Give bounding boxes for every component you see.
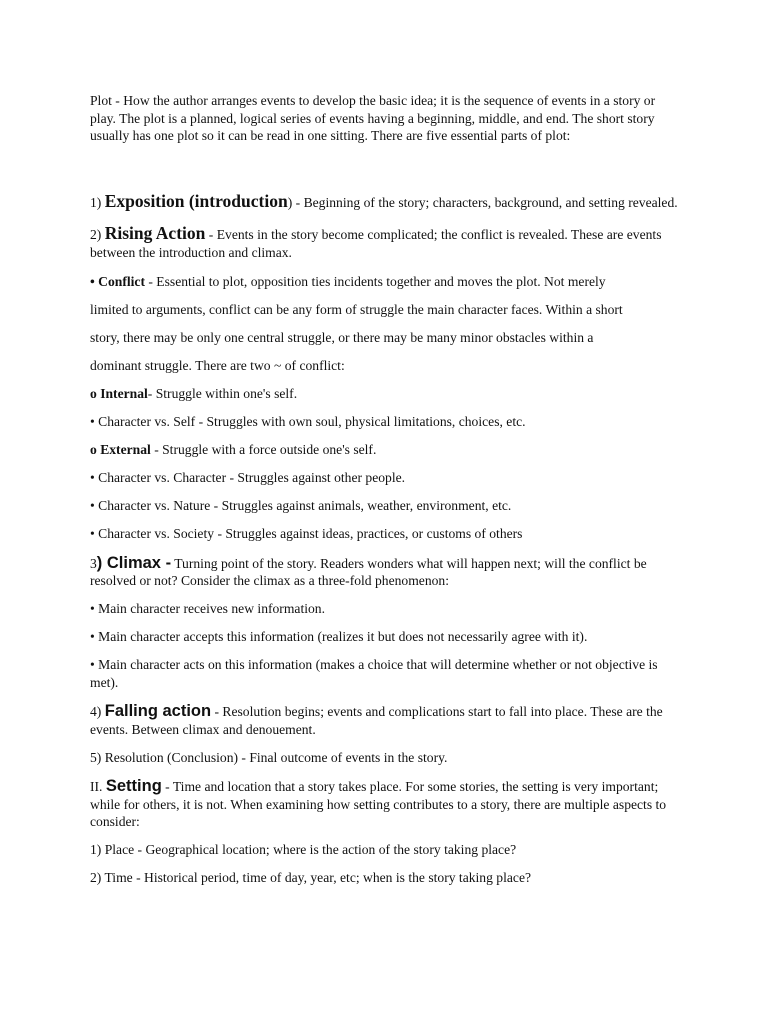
internal-text: - Struggle within one's self. bbox=[147, 386, 298, 401]
list-item: • Main character acts on this information (makes a choice that will determine whether or not objective is met). bbox=[90, 657, 658, 690]
document-body bbox=[90, 92, 680, 887]
conflict-line-4: dominant struggle. There are two ~ of conflict: bbox=[90, 358, 345, 373]
exposition-number: 1) bbox=[90, 194, 105, 210]
rising-number: 2) bbox=[90, 227, 105, 242]
intro-paragraph: Plot - How the author arranges events to develop the basic idea; it is the sequence of events in a story or play. The plot is a planned, logical series of events having a beginning, middle, and end. The short story usually has one plot so it can be read in one sitting. There are five essential parts of plot: bbox=[90, 93, 656, 143]
list-item: • Character vs. Society - Struggles against ideas, practices, or customs of others bbox=[90, 526, 523, 541]
climax-paragraph bbox=[90, 555, 680, 590]
setting-number: II. bbox=[90, 779, 106, 794]
conflict-line-1 bbox=[90, 273, 680, 291]
climax-text: Turning point of the story. Readers wonders what will happen next; will the conflict be resolved or not? Consider the climax as a three-fold phenomenon: bbox=[90, 555, 647, 588]
falling-title: Falling action bbox=[104, 702, 212, 720]
list-item: • Character vs. Character - Struggles against other people. bbox=[90, 470, 406, 485]
setting-text: - Time and location that a story takes place. For some stories, the setting is very important; while for others, it is not. When examining how setting contributes to a story, there are multiple aspects to consider: bbox=[90, 779, 667, 829]
list-item: • Character vs. Nature - Struggles against animals, weather, environment, etc. bbox=[90, 498, 512, 513]
rising-action-paragraph bbox=[90, 225, 680, 261]
exposition-title: Exposition (introduction bbox=[104, 190, 288, 211]
list-item: 1) Place - Geographical location; where is the action of the story taking place? bbox=[90, 842, 517, 857]
conflict-line-2: limited to arguments, conflict can be any form of struggle the main character faces. Within a short bbox=[90, 302, 623, 317]
internal-label: o Internal bbox=[90, 386, 148, 401]
list-item: 2) Time - Historical period, time of day, year, etc; when is the story taking place? bbox=[90, 870, 532, 885]
list-item: • Main character accepts this information (realizes it but does not necessarily agree with it). bbox=[90, 629, 588, 644]
list-item: • Main character receives new information. bbox=[90, 601, 325, 616]
conflict-line-3: story, there may be only one central struggle, or there may be many minor obstacles within a bbox=[90, 330, 594, 345]
falling-text: - Resolution begins; events and complications start to fall into place. These are the events. Between climax and denouement. bbox=[90, 704, 663, 737]
exposition-paragraph bbox=[90, 190, 680, 212]
external-text: - Struggle with a force outside one's self. bbox=[150, 442, 377, 457]
falling-action-paragraph bbox=[90, 703, 680, 738]
rising-text: - Events in the story become complicated; the conflict is revealed. These are events between the introduction and climax. bbox=[90, 227, 662, 260]
rising-title: Rising Action bbox=[104, 223, 206, 243]
falling-number: 4) bbox=[90, 704, 105, 719]
setting-paragraph bbox=[90, 778, 680, 831]
climax-number: 3 bbox=[90, 555, 97, 571]
exposition-close: ) bbox=[287, 194, 293, 210]
conflict-title: • Conflict bbox=[90, 274, 145, 289]
exposition-text: - Beginning of the story; characters, background, and setting revealed. bbox=[292, 194, 678, 210]
conflict-text-1: - Essential to plot, opposition ties incidents together and moves the plot. Not merely bbox=[144, 274, 606, 289]
setting-title: Setting bbox=[105, 777, 162, 795]
external-line bbox=[90, 441, 680, 459]
external-label: o External bbox=[90, 442, 151, 457]
internal-line bbox=[90, 385, 680, 403]
list-item: • Character vs. Self - Struggles with own soul, physical limitations, choices, etc. bbox=[90, 414, 526, 429]
climax-title: ) Climax - bbox=[96, 553, 172, 572]
resolution-paragraph: 5) Resolution (Conclusion) - Final outcome of events in the story. bbox=[90, 749, 448, 765]
